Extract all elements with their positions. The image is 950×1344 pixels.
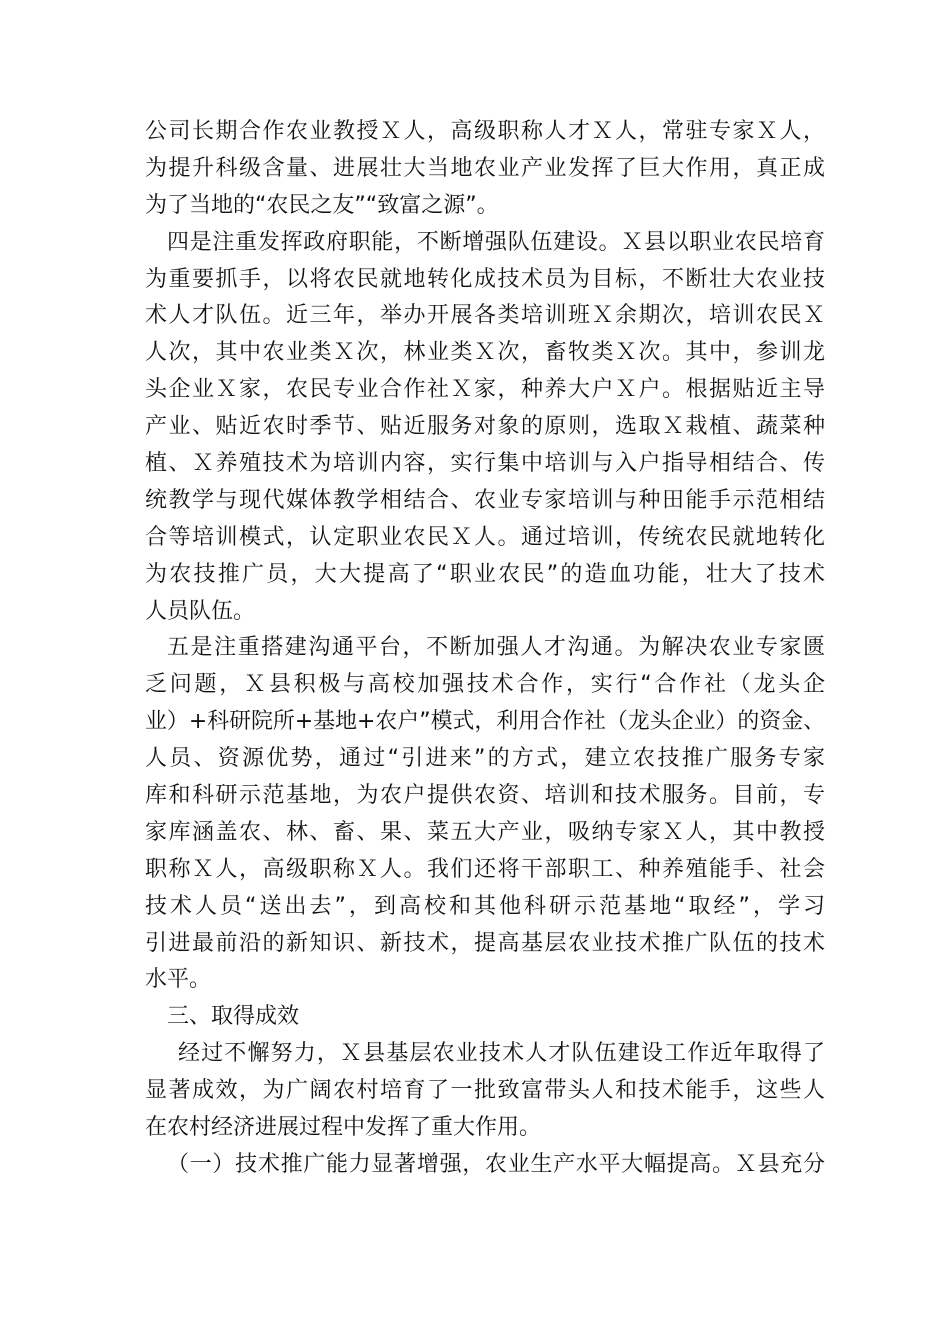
text-line: （一）技术推广能力显著增强，农业生产水平大幅提高。Ｘ县充分 <box>167 1151 825 1177</box>
text-line: 职称Ｘ人，高级职称Ｘ人。我们还将干部职工、种养殖能手、社会 <box>145 856 825 882</box>
text-line: 为提升科级含量、进展壮大当地农业产业发挥了巨大作用，真正成 <box>145 155 825 181</box>
text-line: 库和科研示范基地，为农户提供农资、培训和技术服务。目前，专 <box>145 783 825 809</box>
text-line: 水平。 <box>145 967 212 993</box>
text-line: 统教学与现代媒体教学相结合、农业专家培训与种田能手示范相结 <box>145 487 825 513</box>
text-line: 产业、贴近农时季节、贴近服务对象的原则，选取Ｘ栽植、蔬菜种 <box>145 414 825 440</box>
text-line: 乏问题，Ｘ县积极与高校加强技术合作，实行“合作社（龙头企 <box>145 672 825 698</box>
text-line: 人员队伍。 <box>145 598 256 624</box>
text-line: 术人才队伍。近三年，举办开展各类培训班Ｘ余期次，培训农民Ｘ <box>145 303 825 329</box>
text-line: 引进最前沿的新知识、新技术，提高基层农业技术推广队伍的技术 <box>145 930 825 956</box>
text-line: 合等培训模式，认定职业农民Ｘ人。通过培训，传统农民就地转化 <box>145 524 825 550</box>
text-line: 业）+科研院所+基地+农户”模式，利用合作社（龙头企业）的资金、 <box>145 709 825 735</box>
text-line: 为重要抓手，以将农民就地转化成技术员为目标，不断壮大农业技 <box>145 266 825 292</box>
text-line: 公司长期合作农业教授Ｘ人，高级职称人才Ｘ人，常驻专家Ｘ人， <box>145 119 825 144</box>
text-line: 显著成效，为广阔农村培育了一批致富带头人和技术能手，这些人 <box>145 1078 825 1104</box>
text-line: 植、Ｘ养殖技术为培训内容，实行集中培训与入户指导相结合、传 <box>145 451 825 477</box>
text-line: 头企业Ｘ家，农民专业合作社Ｘ家，种养大户Ｘ户。根据贴近主导 <box>145 377 825 403</box>
text-line: 三、取得成效 <box>167 1004 300 1030</box>
document-body <box>145 114 825 1184</box>
text-line: 人员、资源优势，通过“引进来”的方式，建立农技推广服务专家 <box>145 746 825 772</box>
text-line: 人次，其中农业类Ｘ次，林业类Ｘ次，畜牧类Ｘ次。其中，参训龙 <box>145 340 825 366</box>
text-line: 技术人员“送出去”，到高校和其他科研示范基地“取经”，学习 <box>145 893 825 919</box>
text-line: 家库涵盖农、林、畜、果、菜五大产业，吸纳专家Ｘ人，其中教授 <box>145 819 825 845</box>
text-line: 五是注重搭建沟通平台，不断加强人才沟通。为解决农业专家匮 <box>167 635 825 661</box>
text-line: 在农村经济进展过程中发挥了重大作用。 <box>145 1115 542 1141</box>
text-line: 经过不懈努力，Ｘ县基层农业技术人才队伍建设工作近年取得了 <box>178 1041 825 1067</box>
text-line: 为农技推广员，大大提高了“职业农民”的造血功能，壮大了技术 <box>145 561 825 587</box>
text-line: 四是注重发挥政府职能，不断增强队伍建设。Ｘ县以职业农民培育 <box>167 229 825 255</box>
text-line: 为了当地的“农民之友”“致富之源”。 <box>145 192 499 218</box>
